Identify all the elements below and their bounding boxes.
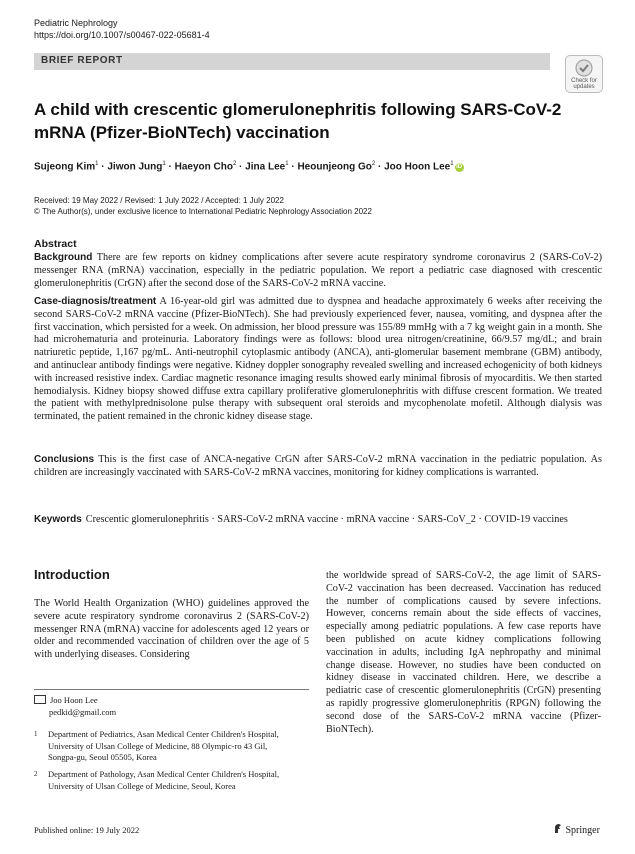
author-list: Sujeong Kim$^1$ · Jiwon Jung$^1$ · Haeyon Cho$^2$ · Jina Lee$^1$ · Heounjeong $Go^2$ · Joo Hoon Lee$^1$iD <box>34 161 463 173</box>
journal-name: Pediatric Nephrology <box>34 18 118 28</box>
springer-horse-icon <box>552 823 563 834</box>
article-title: A child with crescentic glomerulonephritis following SARS-CoV-2 mRNA (Pfizer-BioNTech) vaccination <box>34 100 562 142</box>
publisher-logo <box>552 823 600 836</box>
author-affiliation-mark: 2 <box>371 161 376 167</box>
copyright-notice: © The Author(s), under exclusive licence to International Pediatric Nephrology Association 2022 <box>34 207 372 216</box>
crossmark-icon <box>575 59 593 77</box>
keywords-label: Keywords <box>34 514 82 525</box>
affiliation-number: 2 <box>34 770 38 778</box>
author-affiliation-mark: 1 <box>450 161 454 167</box>
orcid-icon[interactable]: iD <box>456 164 463 171</box>
abstract-case-label: Case-diagnosis/treatment <box>34 296 157 307</box>
affiliation-number: 1 <box>34 730 38 738</box>
abstract-conclusions-text: This is the first case of ANCA-negative CrGN after SARS-CoV-2 mRNA vaccination in the pediatric population. As children are increasingly vaccinated with SARS-CoV-2 mRNA vaccines, monitoring for kidney complications is warranted. <box>34 454 602 478</box>
corresponding-author <box>34 695 116 718</box>
check-updates-line2: updates <box>573 84 595 90</box>
author-affiliation-mark: 1 <box>285 161 289 167</box>
author-name[interactable]: Sujeong Kim <box>34 161 96 173</box>
article-dates: Received: 19 May 2022 / Revised: 1 July 2022 / Accepted: 1 July 2022 <box>34 196 284 205</box>
envelope-icon <box>34 695 46 704</box>
corresponding-author-name: Joo Hoon Lee <box>50 695 98 705</box>
author-affiliation-mark: 1 <box>162 161 166 167</box>
abstract-case-text: A 16-year-old girl was admitted due to dyspnea and headache approximately 6 weeks after receiving the second SARS-CoV-2 mRNA vaccine (Pfizer-BioNTech). She had previously experienced fever, nausea, vomiting, and dyspnea after the first vaccination, which persisted for a week. On admission, her blood pressure was 155/89 mmHg with a 7 kg weight gain in a month. She had microhematuria and proteinuria. Laboratory findings were as follows: blood urea nitrogen/creatinine, 66/9.57 mg/dL; and brain natriuretic peptide, 1,167 pg/mL. Anti-neutrophil cytoplasmic antibody (ANCA), anti-glomerular basement membrane (GBM) antibody, and antinuclear antibody findings were negative. Kidney doppler sonography revealed swelling and increased echogenicity of both kidneys with increased resistive index. Cardiac magnetic resonance imaging results showed early minimal fibrosis of myocarditis. We then started hemodialysis. Kidney biopsy showed diffuse extra capillary proliferative glomerulonephritis with diffuse crescent formation. We treated the patient with methylprednisolone pulse therapy with subsequent oral steroids and mycophenolate mofetil. Although dialysis was terminated, the patient remained in the chronic kidney disease stage. <box>34 296 603 423</box>
keywords-text: Crescentic glomerulonephritis · SARS-CoV-2 mRNA vaccine · mRNA vaccine · SARS-CoV_2 · COVID-19 vaccines <box>85 514 568 525</box>
introduction-column-left: The World Health Organization (WHO) guidelines approved the severe acute respiratory syndrome coronavirus 2 (SARS-CoV-2) messenger RNA (mRNA) vaccine for adolescents aged 12 years or older and recommended vaccination of children over the age of 5 with underlying diseases. Considering <box>34 598 309 661</box>
publisher-name: Springer <box>565 825 600 836</box>
author-name[interactable]: Jina Lee <box>245 161 286 173</box>
affiliation <box>34 729 294 764</box>
abstract-background-text: There are few reports on kidney complications after severe acute respiratory syndrome coronavirus 2 (SARS-CoV-2) messenger RNA (mRNA) vaccination, especially in the pediatric population. We report a pediatric case diagnosed with crescentic glomerulonephritis (CrGN) after the second dose of the SARS-CoV-2 mRNA vaccine. <box>34 252 602 289</box>
introduction-column-right: the worldwide spread of SARS-CoV-2, the age limit of SARS-CoV-2 vaccination has been decreased. Vaccination has reduced the number of complications caused by severe infections. However, concerns remain about the side effects of vaccines, especially among pediatric populations. A few case reports have been published on acute kidney complications following vaccination in adults, including IgA nephropathy and minimal change disease. However, no studies have been conducted on kidney disease in vaccinated children. Here, we describe a pediatric case of crescentic glomerulonephritis (CrGN) presenting as rapidly progressive glomerulonephritis (RPGN) following the second dose of the SARS-CoV-2 mRNA vaccine (Pfizer-BioNTech). <box>326 570 601 735</box>
abstract-background <box>34 252 602 290</box>
abstract-heading: Abstract <box>34 238 77 250</box>
author-name[interactable]: Joo Hoon Lee <box>384 161 451 173</box>
author-affiliation-mark: 2 <box>232 161 237 167</box>
footnote-divider <box>34 689 309 690</box>
affiliation-text: Department of Pathology, Asan Medical Center Children's Hospital, University of Ulsan College of Medicine, Seoul, Korea <box>48 769 280 791</box>
author-name[interactable]: Haeyon Cho <box>174 161 233 173</box>
article-type-banner <box>34 53 550 70</box>
author-name[interactable]: Jiwon Jung <box>107 161 163 173</box>
corresponding-author-email[interactable]: pedkid@gmail.com <box>49 706 117 717</box>
abstract-case <box>34 296 602 424</box>
article-type-label: BRIEF REPORT <box>41 55 123 66</box>
published-date: Published online: 19 July 2022 <box>34 825 140 835</box>
author-affiliation-mark: 1 <box>95 161 99 167</box>
affiliation-text: Department of Pediatrics, Asan Medical Center Children's Hospital, University of Ulsan College of Medicine, 88 Olympic-ro 43 Gil, Songpa-gu, Seoul 05505, Korea <box>48 729 279 762</box>
abstract-conclusions <box>34 454 602 480</box>
keywords <box>34 513 602 526</box>
abstract-conclusions-label: Conclusions <box>34 454 95 465</box>
author-name[interactable]: Heounjeong Go <box>297 161 372 173</box>
abstract-background-label: Background <box>34 252 93 263</box>
introduction-heading: Introduction <box>34 567 110 582</box>
affiliation <box>34 769 294 792</box>
doi-link[interactable]: https://doi.org/10.1007/s00467-022-05681-4 <box>34 30 210 40</box>
check-for-updates-button[interactable] <box>565 55 603 93</box>
check-updates-line1: Check for <box>571 78 597 84</box>
